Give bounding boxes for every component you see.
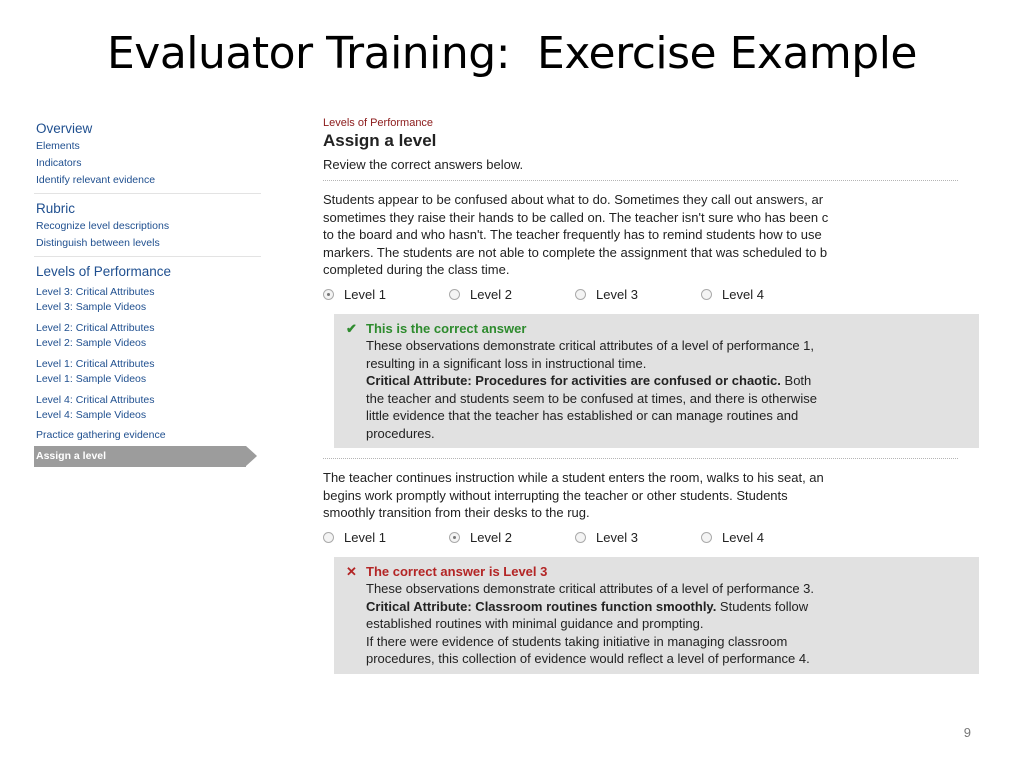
dotted-divider bbox=[323, 458, 958, 459]
feedback-line: established routines with minimal guidance and prompting. bbox=[366, 616, 704, 631]
sidebar-item-identify-evidence[interactable]: Identify relevant evidence bbox=[36, 174, 156, 186]
sidebar-group-rubric bbox=[34, 201, 261, 257]
radio-icon[interactable] bbox=[575, 289, 586, 300]
radio-label: Level 4 bbox=[722, 529, 764, 545]
feedback-attribute-line bbox=[366, 372, 969, 390]
sidebar-item-distinguish-levels[interactable]: Distinguish between levels bbox=[36, 237, 160, 249]
check-icon: ✔ bbox=[346, 320, 357, 336]
radio-label: Level 1 bbox=[344, 286, 386, 302]
scenario-line: Students appear to be confused about what to do. Sometimes they call out answers, ar bbox=[323, 192, 824, 207]
sidebar-group-overview bbox=[34, 121, 261, 194]
radio-icon[interactable] bbox=[323, 532, 334, 543]
slide-title: Evaluator Training: Exercise Example bbox=[106, 28, 917, 79]
critical-attribute-label: Critical Attribute: Procedures for activities are confused or chaotic. bbox=[366, 373, 781, 388]
feedback-attribute-line bbox=[366, 598, 969, 616]
sidebar-item-level3-videos[interactable]: Level 3: Sample Videos bbox=[36, 301, 147, 313]
radio-icon[interactable] bbox=[575, 532, 586, 543]
radio-label: Level 4 bbox=[722, 286, 764, 302]
scenario-line: smoothly transition from their desks to the rug. bbox=[323, 505, 590, 520]
feedback-line: procedures, this collection of evidence would reflect a level of performance 4. bbox=[366, 651, 810, 666]
radio-label: Level 3 bbox=[596, 286, 638, 302]
instruction-text: Review the correct answers below. bbox=[323, 157, 524, 172]
critical-attribute-label: Critical Attribute: Classroom routines function smoothly. bbox=[366, 598, 717, 614]
feedback-box-correct bbox=[334, 314, 979, 449]
page-heading: Assign a level bbox=[323, 131, 437, 150]
radio-label: Level 2 bbox=[470, 286, 512, 302]
sidebar-item-practice-evidence[interactable]: Practice gathering evidence bbox=[36, 429, 166, 441]
sidebar-item-level2-attributes[interactable]: Level 2: Critical Attributes bbox=[36, 322, 155, 334]
breadcrumb[interactable]: Levels of Performance bbox=[323, 117, 434, 129]
scenario-text-1 bbox=[323, 191, 983, 279]
radio-level-3[interactable] bbox=[575, 530, 701, 545]
radio-icon[interactable] bbox=[701, 289, 712, 300]
feedback-body bbox=[346, 580, 969, 668]
dotted-divider bbox=[323, 180, 958, 181]
sidebar-item-level2-videos[interactable]: Level 2: Sample Videos bbox=[36, 337, 147, 349]
scenario-line: completed during the class time. bbox=[323, 262, 510, 277]
sidebar-item-level4-attributes[interactable]: Level 4: Critical Attributes bbox=[36, 394, 155, 406]
scenario-text-2 bbox=[323, 469, 983, 522]
radio-label: Level 1 bbox=[344, 529, 386, 545]
sidebar-heading-levels[interactable]: Levels of Performance bbox=[36, 264, 172, 279]
main-content bbox=[323, 117, 983, 722]
scenario-line: begins work promptly without interrupting the teacher or other students. Students bbox=[323, 487, 788, 503]
radio-selected-icon[interactable] bbox=[323, 289, 334, 300]
level-radio-group-1 bbox=[323, 287, 983, 302]
sidebar-item-level4-videos[interactable]: Level 4: Sample Videos bbox=[36, 409, 147, 421]
feedback-body bbox=[346, 337, 969, 442]
sidebar-item-recognize-levels[interactable]: Recognize level descriptions bbox=[36, 220, 170, 232]
feedback-attribute-rest: Both bbox=[780, 373, 812, 388]
feedback-box-wrong bbox=[334, 557, 979, 674]
scenario-line: The teacher continues instruction while a student enters the room, walks to his seat, an bbox=[323, 470, 824, 485]
feedback-line: little evidence that the teacher has established or can manage routines and bbox=[366, 408, 799, 423]
radio-level-4[interactable] bbox=[701, 287, 827, 302]
radio-level-4[interactable] bbox=[701, 530, 827, 545]
feedback-heading-text: The correct answer is Level 3 bbox=[366, 563, 548, 579]
feedback-heading bbox=[346, 320, 969, 338]
sidebar-item-level3-attributes[interactable]: Level 3: Critical Attributes bbox=[36, 286, 155, 298]
radio-level-2[interactable] bbox=[449, 287, 575, 302]
radio-level-1[interactable] bbox=[323, 530, 449, 545]
sidebar-item-indicators[interactable]: Indicators bbox=[36, 157, 82, 169]
level-radio-group-2 bbox=[323, 530, 983, 545]
feedback-line: resulting in a significant loss in instructional time. bbox=[366, 355, 647, 371]
radio-selected-icon[interactable] bbox=[449, 532, 460, 543]
radio-level-1[interactable] bbox=[323, 287, 449, 302]
sidebar-heading-overview[interactable]: Overview bbox=[36, 121, 93, 136]
sidebar-nav bbox=[34, 118, 261, 478]
feedback-line: These observations demonstrate critical attributes of a level of performance 1, bbox=[366, 338, 814, 353]
sidebar-group-levels bbox=[34, 264, 261, 471]
x-icon: ✕ bbox=[346, 563, 357, 579]
scenario-line: sometimes they raise their hands to be called on. The teacher isn't sure who has been c bbox=[323, 209, 829, 225]
feedback-line: These observations demonstrate critical attributes of a level of performance 3. bbox=[366, 581, 814, 596]
sidebar-item-assign-level-active[interactable]: Assign a level bbox=[34, 446, 246, 467]
sidebar-item-level1-videos[interactable]: Level 1: Sample Videos bbox=[36, 373, 147, 385]
scenario-line: to the board and who hasn't. The teacher frequently has to remind students how to use bbox=[323, 227, 822, 242]
radio-icon[interactable] bbox=[449, 289, 460, 300]
feedback-heading bbox=[346, 563, 969, 581]
radio-label: Level 3 bbox=[596, 529, 638, 545]
radio-label: Level 2 bbox=[470, 529, 512, 545]
feedback-line: procedures. bbox=[366, 425, 435, 441]
feedback-line: If there were evidence of students taking initiative in managing classroom bbox=[366, 633, 788, 649]
feedback-heading-text: This is the correct answer bbox=[366, 320, 527, 336]
scenario-line: markers. The students are not able to complete the assignment that was scheduled to b bbox=[323, 244, 828, 260]
radio-level-3[interactable] bbox=[575, 287, 701, 302]
feedback-line: the teacher and students seem to be confused at times, and there is otherwise bbox=[366, 390, 817, 406]
sidebar-heading-rubric[interactable]: Rubric bbox=[36, 201, 76, 216]
page-number: 9 bbox=[963, 725, 971, 740]
radio-level-2[interactable] bbox=[449, 530, 575, 545]
sidebar-item-level1-attributes[interactable]: Level 1: Critical Attributes bbox=[36, 358, 155, 370]
feedback-attribute-rest: Students follow bbox=[716, 598, 809, 614]
sidebar-item-elements[interactable]: Elements bbox=[36, 140, 80, 152]
radio-icon[interactable] bbox=[701, 532, 712, 543]
